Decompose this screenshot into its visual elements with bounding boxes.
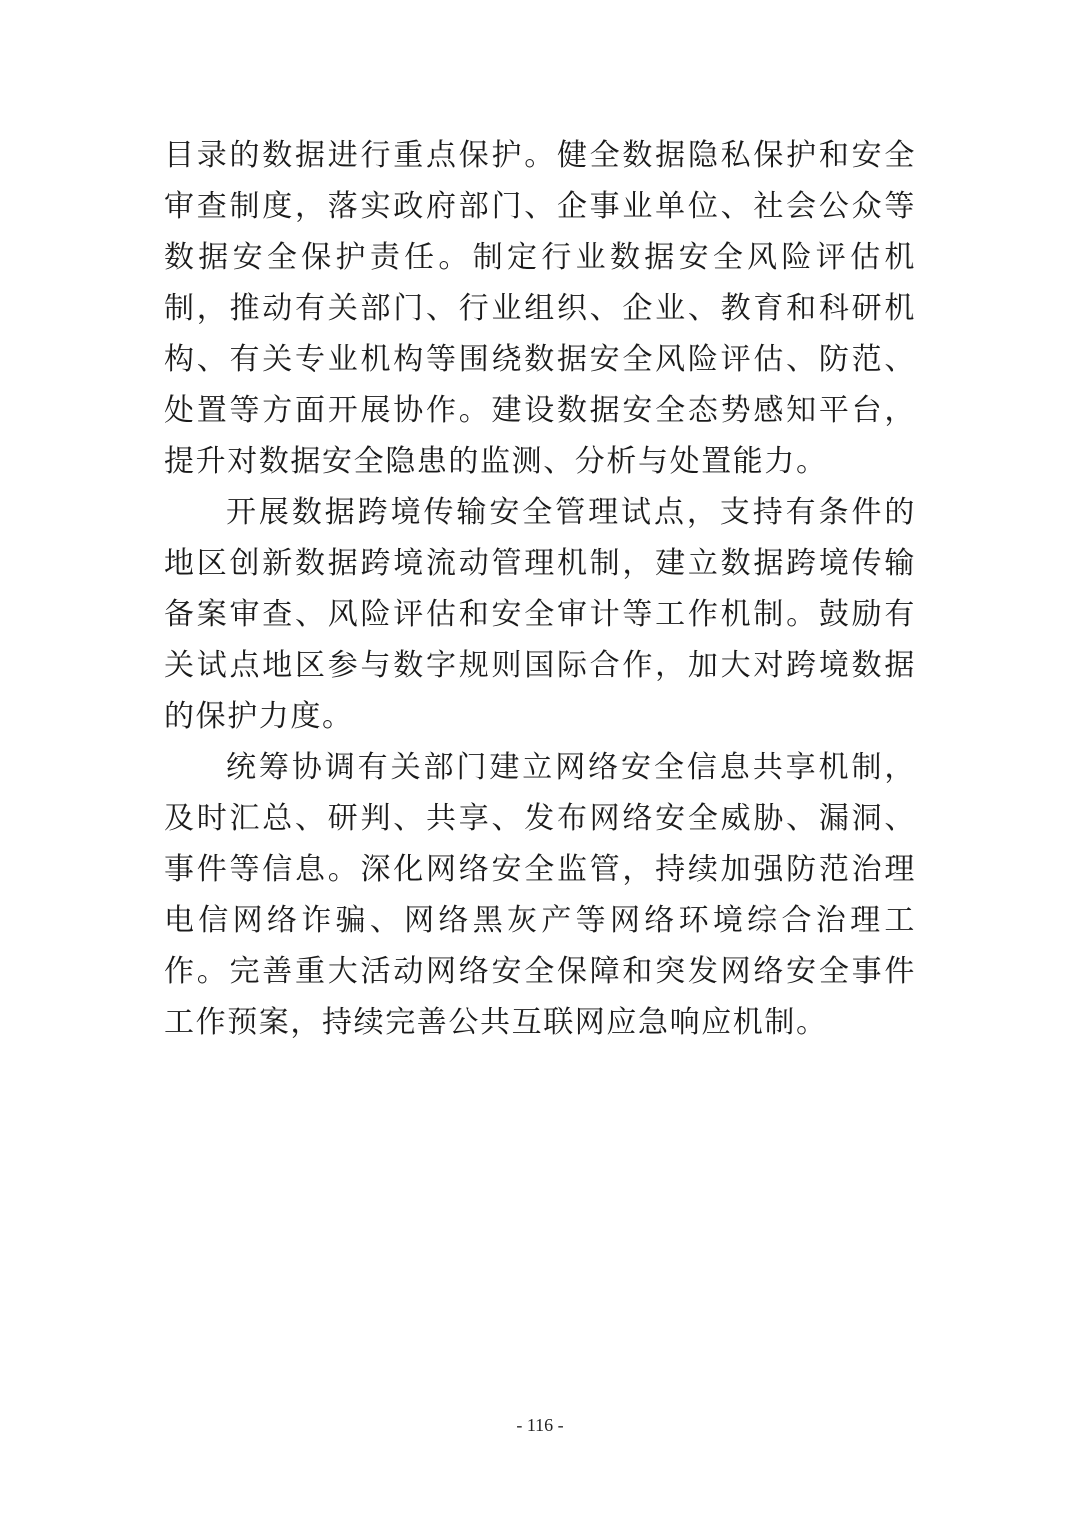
- paragraph-network-security: 统筹协调有关部门建立网络安全信息共享机制，及时汇总、研判、共享、发布网络安全威胁、漏洞、事件等信息。深化网络安全监管，持续加强防范治理电信网络诈骗、网络黑灰产等网络环境综合治理工作。完善重大活动网络安全保障和突发网络安全事件工作预案，持续完善公共互联网应急响应机制。: [164, 750, 916, 1040]
- paragraph-cross-border-data: 开展数据跨境传输安全管理试点，支持有条件的地区创新数据跨境流动管理机制，建立数据跨境传输备案审查、风险评估和安全审计等工作机制。鼓励有关试点地区参与数字规则国际合作，加大对跨境数据的保护力度。: [164, 495, 916, 734]
- page-number: - 116 -: [516, 1415, 564, 1435]
- paragraph-continuation: 目录的数据进行重点保护。健全数据隐私保护和安全审查制度，落实政府部门、企事业单位、社会公众等数据安全保护责任。制定行业数据安全风险评估机制，推动有关部门、行业组织、企业、教育和科研机构、有关专业机构等围绕数据安全风险评估、防范、处置等方面开展协作。建设数据安全态势感知平台，提升对数据安全隐患的监测、分析与处置能力。: [164, 138, 916, 479]
- body-text: [164, 130, 916, 1048]
